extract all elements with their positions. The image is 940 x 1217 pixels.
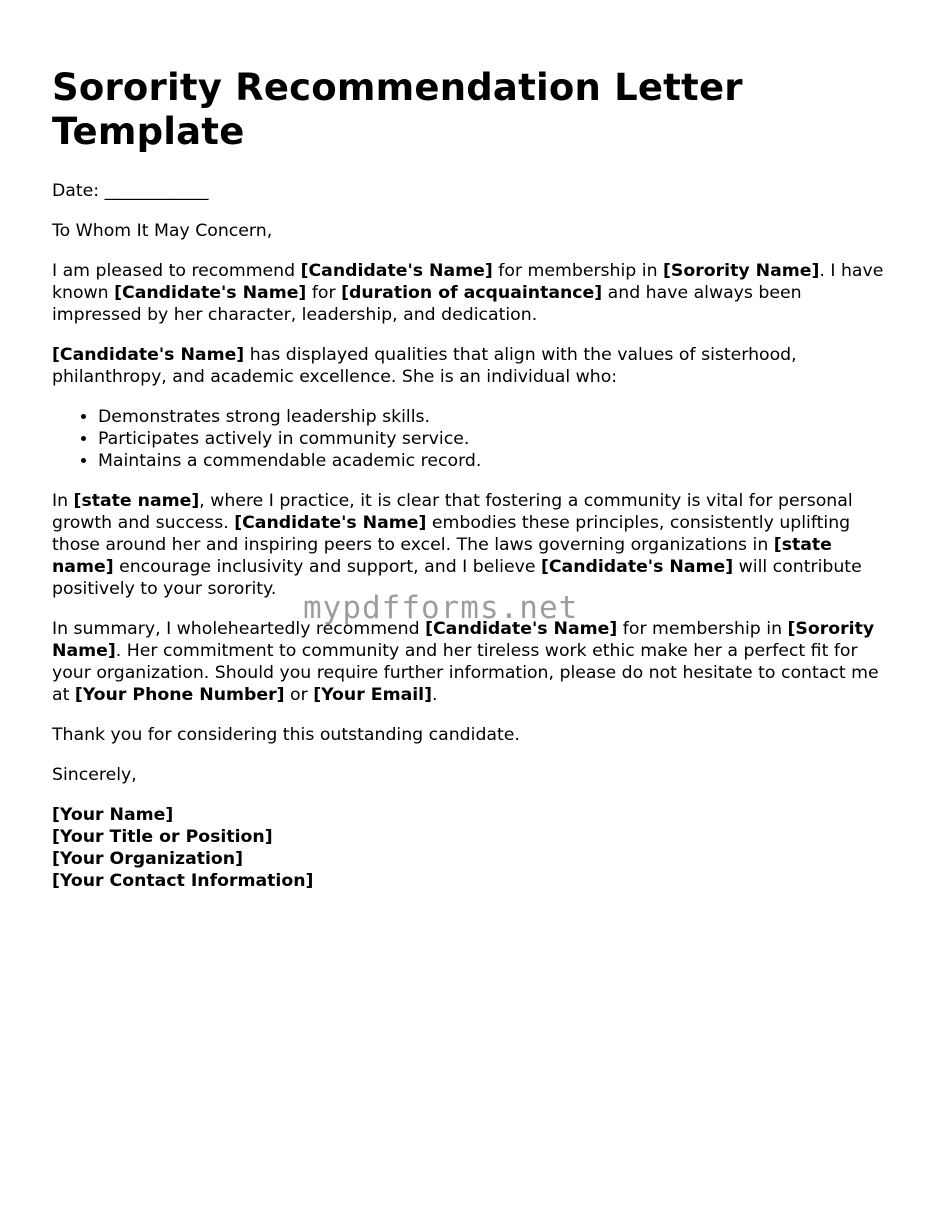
list-item: • Maintains a commendable academic record. bbox=[98, 450, 892, 472]
text-segment: or bbox=[284, 685, 314, 705]
placeholder-sorority-name: [Sorority Name] bbox=[663, 261, 820, 281]
text-segment: In bbox=[52, 491, 74, 511]
text-segment: and have always been impressed by her character, leadership, and dedication. bbox=[52, 283, 802, 325]
signature-contact: [Your Contact Information] bbox=[52, 871, 314, 891]
list-item: • Participates actively in community service. bbox=[98, 428, 892, 450]
placeholder-candidate-name: [Candidate's Name] bbox=[52, 345, 245, 365]
paragraph-qualities bbox=[52, 344, 892, 388]
text-segment: embodies these principles, consistently uplifting those around her and inspiring peers to excel. The laws governing organizations in bbox=[52, 513, 851, 555]
text-segment: for membership in bbox=[492, 261, 664, 281]
placeholder-sorority-name: [Sorority Name] bbox=[52, 619, 875, 661]
paragraph-introduction bbox=[52, 260, 892, 326]
qualities-list bbox=[52, 406, 892, 472]
text-segment: for bbox=[306, 283, 342, 303]
date-label: Date: bbox=[52, 181, 100, 201]
date-value: ____________ bbox=[104, 181, 209, 201]
text-segment: In summary, I wholeheartedly recommend bbox=[52, 619, 426, 639]
placeholder-candidate-name: [Candidate's Name] bbox=[300, 261, 493, 281]
placeholder-state-name: [state name] bbox=[52, 535, 832, 577]
text-segment: has displayed qualities that align with the values of sisterhood, philanthropy, and academic excellence. She is an individual who: bbox=[52, 345, 797, 387]
text-segment: . bbox=[432, 685, 438, 705]
signature-title: [Your Title or Position] bbox=[52, 827, 273, 847]
letter-page bbox=[52, 66, 892, 892]
list-item: • Demonstrates strong leadership skills. bbox=[98, 406, 892, 428]
signature-block bbox=[52, 804, 892, 892]
text-segment: , where I practice, it is clear that fostering a community is vital for personal growth and success. bbox=[52, 491, 853, 533]
placeholder-state-name: [state name] bbox=[73, 491, 200, 511]
placeholder-candidate-name: [Candidate's Name] bbox=[540, 557, 734, 577]
text-segment: encourage inclusivity and support, and I believe bbox=[113, 557, 541, 577]
text-segment: for membership in bbox=[617, 619, 788, 639]
page-title: Sorority Recommendation Letter Template bbox=[52, 66, 743, 153]
closing-line: Sincerely, bbox=[52, 765, 137, 785]
paragraph-state bbox=[52, 490, 892, 600]
text-segment: . I have known bbox=[52, 261, 884, 303]
placeholder-phone-number: [Your Phone Number] bbox=[74, 685, 285, 705]
date-line bbox=[52, 180, 892, 202]
signature-name: [Your Name] bbox=[52, 805, 174, 825]
text-segment: . Her commitment to community and her tireless work ethic make her a perfect fit for your organization. Should you require further information, please do not hesitate to contact me at bbox=[52, 641, 879, 705]
placeholder-duration: [duration of acquaintance] bbox=[341, 283, 603, 303]
placeholder-email: [Your Email] bbox=[313, 685, 432, 705]
text-segment: I am pleased to recommend bbox=[52, 261, 301, 281]
text-segment: will contribute positively to your sorority. bbox=[52, 557, 862, 599]
paragraph-summary bbox=[52, 618, 892, 706]
watermark: mypdfforms.net bbox=[303, 590, 579, 626]
placeholder-candidate-name: [Candidate's Name] bbox=[234, 513, 427, 533]
signature-organization: [Your Organization] bbox=[52, 849, 243, 869]
greeting: To Whom It May Concern, bbox=[52, 221, 273, 241]
placeholder-candidate-name: [Candidate's Name] bbox=[425, 619, 618, 639]
placeholder-candidate-name: [Candidate's Name] bbox=[114, 283, 307, 303]
thanks-line: Thank you for considering this outstanding candidate. bbox=[52, 725, 520, 745]
